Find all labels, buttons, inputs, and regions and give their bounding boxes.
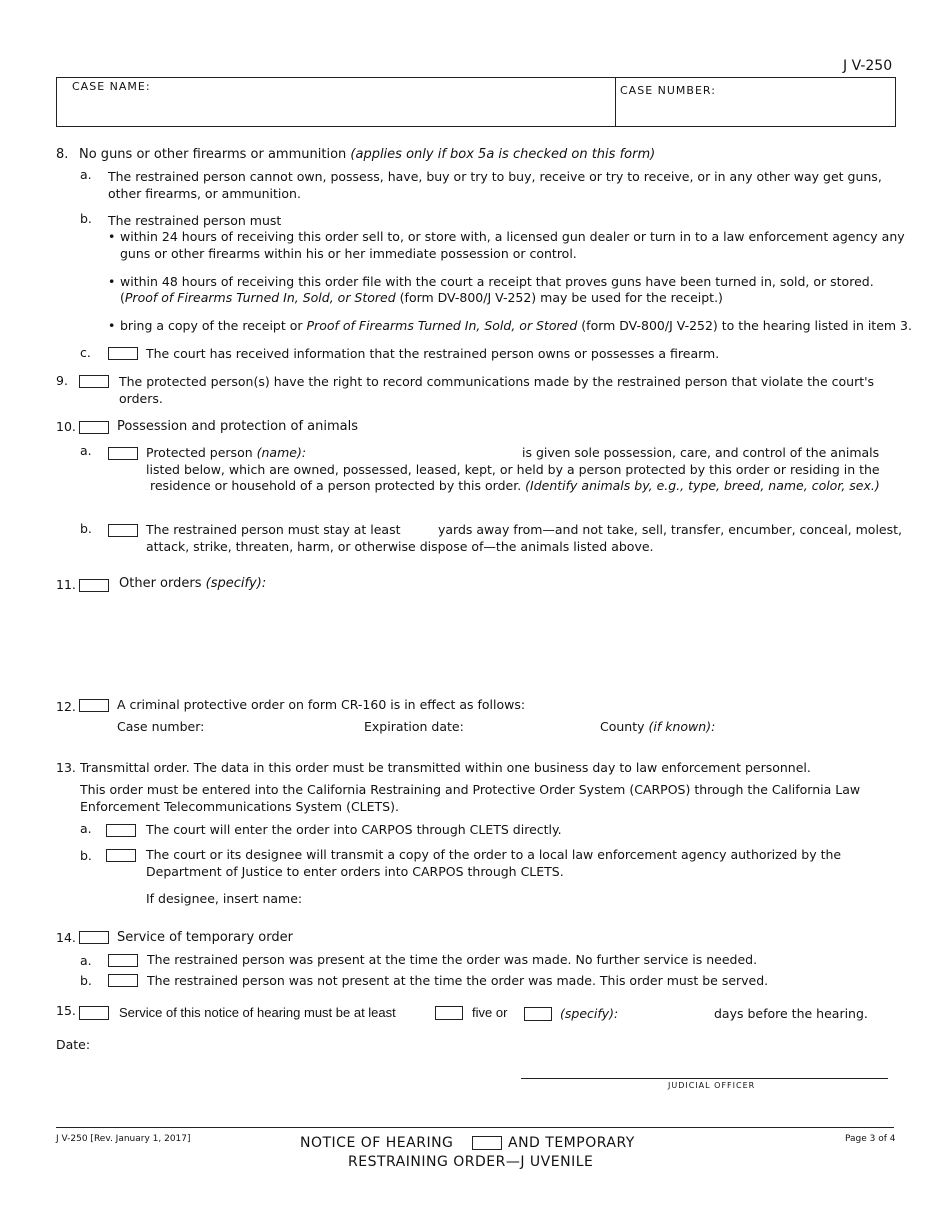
item-10-checkbox[interactable] bbox=[79, 421, 109, 434]
item-13-line1: This order must be entered into the California Restraining and Protective Order System (CARPOS) through the California Law bbox=[80, 782, 861, 797]
footer-title-line2: RESTRAINING ORDER—J UVENILE bbox=[348, 1154, 594, 1170]
five-days-checkbox[interactable] bbox=[435, 1006, 463, 1020]
bullet-icon: • bbox=[108, 318, 116, 333]
item-10b-letter: b. bbox=[80, 521, 92, 536]
item-12-checkbox[interactable] bbox=[79, 699, 109, 712]
item-10b-line2: attack, strike, threaten, harm, or otherwise dispose of—the animals listed above. bbox=[146, 539, 654, 554]
date-label: Date: bbox=[56, 1037, 91, 1052]
yards-field[interactable] bbox=[398, 520, 434, 538]
item-8-number: 8. bbox=[56, 147, 69, 162]
item-14b-letter: b. bbox=[80, 973, 92, 988]
item-8b3-rest: (form DV-800/J V-252) to the hearing listed in item 3. bbox=[577, 318, 912, 333]
item-10a-letter: a. bbox=[80, 443, 92, 458]
case-header-divider bbox=[615, 78, 616, 126]
item-14b-checkbox[interactable] bbox=[108, 974, 138, 987]
item-13a-text: The court will enter the order into CARPOS through CLETS directly. bbox=[146, 822, 562, 837]
item-11-note: (specify): bbox=[205, 576, 267, 591]
item-8b2-form-name: Proof of Firearms Turned In, Sold, or Stored bbox=[124, 290, 396, 305]
bullet-icon: • bbox=[108, 229, 116, 244]
case-name-field[interactable] bbox=[62, 97, 612, 123]
item-13b-letter: b. bbox=[80, 848, 92, 863]
judicial-officer-signature-field[interactable] bbox=[521, 1050, 888, 1076]
item-11-title bbox=[119, 576, 266, 591]
item-14b-text: The restrained person was not present at the time the order was made. This order must be served. bbox=[147, 973, 769, 988]
item-14-number: 14. bbox=[56, 930, 76, 945]
item-11-number: 11. bbox=[56, 577, 76, 592]
item-10b-checkbox[interactable] bbox=[108, 524, 138, 537]
item-8b1-line2: guns or other firearms within his or her immediate possession or control. bbox=[120, 246, 577, 261]
case-name-label: CASE NAME: bbox=[72, 80, 151, 93]
item-8b1-line1: within 24 hours of receiving this order sell to, or store with, a licensed gun dealer or turn in to a law enforcement agency any bbox=[120, 229, 905, 244]
footer-title-part1: NOTICE OF HEARING bbox=[300, 1135, 454, 1151]
item-8b-letter: b. bbox=[80, 211, 92, 226]
item-9-line2: orders. bbox=[119, 391, 163, 406]
item-15-checkbox[interactable] bbox=[79, 1006, 109, 1020]
item-15-days: days before the hearing. bbox=[714, 1006, 868, 1021]
protected-person-name-field[interactable] bbox=[300, 443, 515, 461]
item-12-number: 12. bbox=[56, 699, 76, 714]
item-9-checkbox[interactable] bbox=[79, 375, 109, 388]
item-10b-post: yards away from—and not take, sell, transfer, encumber, conceal, molest, bbox=[438, 522, 902, 537]
bullet-icon: • bbox=[108, 274, 116, 289]
item-14a-checkbox[interactable] bbox=[108, 954, 138, 967]
item-12-expiration-label: Expiration date: bbox=[364, 719, 464, 734]
item-8b2-line1: within 48 hours of receiving this order file with the court a receipt that proves guns have been turned in, sold, or stored. bbox=[120, 274, 874, 289]
item-8b-intro: The restrained person must bbox=[108, 213, 282, 228]
item-9-line1: The protected person(s) have the right to record communications made by the restrained person that violate the court's bbox=[119, 374, 875, 389]
other-orders-field[interactable] bbox=[119, 597, 889, 687]
item-15-text: Service of this notice of hearing must be at least bbox=[119, 1005, 396, 1020]
footer-page-number: Page 3 of 4 bbox=[845, 1134, 896, 1144]
item-14-title: Service of temporary order bbox=[117, 930, 293, 945]
item-10a-line3 bbox=[150, 478, 880, 493]
item-10b-pre: The restrained person must stay at least bbox=[146, 522, 401, 537]
item-9-number: 9. bbox=[56, 373, 68, 388]
item-8c-letter: c. bbox=[80, 345, 91, 360]
item-15-number: 15. bbox=[56, 1003, 76, 1018]
date-field[interactable] bbox=[100, 1035, 480, 1055]
item-15-specify: (specify): bbox=[560, 1006, 619, 1021]
item-8a-letter: a. bbox=[80, 167, 92, 182]
item-12-title: A criminal protective order on form CR-160 is in effect as follows: bbox=[117, 697, 526, 712]
item-11-title-text: Other orders bbox=[119, 576, 202, 591]
designee-label: If designee, insert name: bbox=[146, 891, 303, 906]
item-8b2-line2-rest: (form DV-800/J V-252) may be used for the receipt.) bbox=[395, 290, 723, 305]
item-8b2-line2: (Proof of Firearms Turned In, Sold, or Stored (form DV-800/J V-252) may be used for the receipt.) bbox=[120, 290, 723, 305]
item-13b-line1: The court or its designee will transmit a copy of the order to a local law enforcement agency authorized by the bbox=[146, 847, 842, 862]
item-13-number: 13. bbox=[56, 760, 76, 775]
item-12-county-text: County bbox=[600, 719, 645, 734]
judicial-officer-label: JUDICIAL OFFICER bbox=[668, 1081, 756, 1090]
case-number-field[interactable] bbox=[620, 100, 890, 124]
cpo-county-field[interactable] bbox=[716, 717, 886, 735]
item-14a-text: The restrained person was present at the time the order was made. No further service is needed. bbox=[147, 952, 758, 967]
specify-days-checkbox[interactable] bbox=[524, 1007, 552, 1021]
item-12-county-note: (if known): bbox=[648, 719, 716, 734]
item-10-title: Possession and protection of animals bbox=[117, 419, 358, 434]
signature-line bbox=[521, 1078, 888, 1079]
item-10-number: 10. bbox=[56, 419, 76, 434]
item-14a-letter: a. bbox=[80, 953, 92, 968]
item-8b3-form-name: Proof of Firearms Turned In, Sold, or Stored bbox=[306, 318, 578, 333]
item-10a-checkbox[interactable] bbox=[108, 447, 138, 460]
item-13-line2: Enforcement Telecommunications System (CLETS). bbox=[80, 799, 399, 814]
item-12-county-label bbox=[600, 719, 715, 734]
item-13a-letter: a. bbox=[80, 821, 92, 836]
item-10a-line2: listed below, which are owned, possessed, leased, kept, or held by a person protected by this order or residing in the bbox=[146, 462, 880, 477]
item-13-title: Transmittal order. The data in this order must be transmitted within one business day to law enforcement personnel. bbox=[80, 760, 811, 775]
footer-rule bbox=[56, 1127, 894, 1128]
form-id: J V-250 bbox=[843, 58, 893, 74]
item-8-title-text: No guns or other firearms or ammunition bbox=[79, 147, 347, 162]
item-8-title bbox=[79, 147, 655, 162]
cpo-case-number-field[interactable] bbox=[210, 717, 355, 735]
item-8-title-note: (applies only if box 5a is checked on this form) bbox=[350, 147, 656, 162]
item-8b3-pre: bring a copy of the receipt or bbox=[120, 318, 307, 333]
item-10a-label-text: Protected person bbox=[146, 445, 253, 460]
footer-title-checkbox[interactable] bbox=[472, 1136, 502, 1150]
cpo-expiration-field[interactable] bbox=[465, 717, 593, 735]
item-10a-label bbox=[146, 445, 306, 460]
case-number-label: CASE NUMBER: bbox=[620, 84, 716, 97]
item-10a-line3-note: (Identify animals by, e.g., type, breed, name, color, sex.) bbox=[525, 478, 880, 493]
footer-form-rev: J V-250 [Rev. January 1, 2017] bbox=[56, 1134, 191, 1144]
item-10a-rest: is given sole possession, care, and control of the animals bbox=[522, 445, 880, 460]
item-13b-checkbox[interactable] bbox=[106, 849, 136, 862]
specify-days-field[interactable] bbox=[630, 1004, 708, 1022]
item-8a-line2: other firearms, or ammunition. bbox=[108, 186, 301, 201]
item-12-case-number-label: Case number: bbox=[117, 719, 205, 734]
item-8c-text: The court has received information that the restrained person owns or possesses a firearm. bbox=[146, 346, 720, 361]
footer-title-part2: AND TEMPORARY bbox=[508, 1135, 635, 1151]
item-8b3 bbox=[120, 318, 912, 333]
item-11-checkbox[interactable] bbox=[79, 579, 109, 592]
item-10a-line3-text: residence or household of a person protected by this order. bbox=[150, 478, 522, 493]
item-10a-name-note: (name): bbox=[256, 445, 307, 460]
item-13b-line2: Department of Justice to enter orders into CARPOS through CLETS. bbox=[146, 864, 564, 879]
item-15-five: five or bbox=[472, 1005, 508, 1020]
item-8a-line1: The restrained person cannot own, possess, have, buy or try to buy, receive or try to receive, or in any other way get guns, bbox=[108, 169, 882, 184]
item-13a-checkbox[interactable] bbox=[106, 824, 136, 837]
item-8c-checkbox[interactable] bbox=[108, 347, 138, 360]
item-14-checkbox[interactable] bbox=[79, 931, 109, 944]
designee-name-field[interactable] bbox=[304, 889, 884, 907]
